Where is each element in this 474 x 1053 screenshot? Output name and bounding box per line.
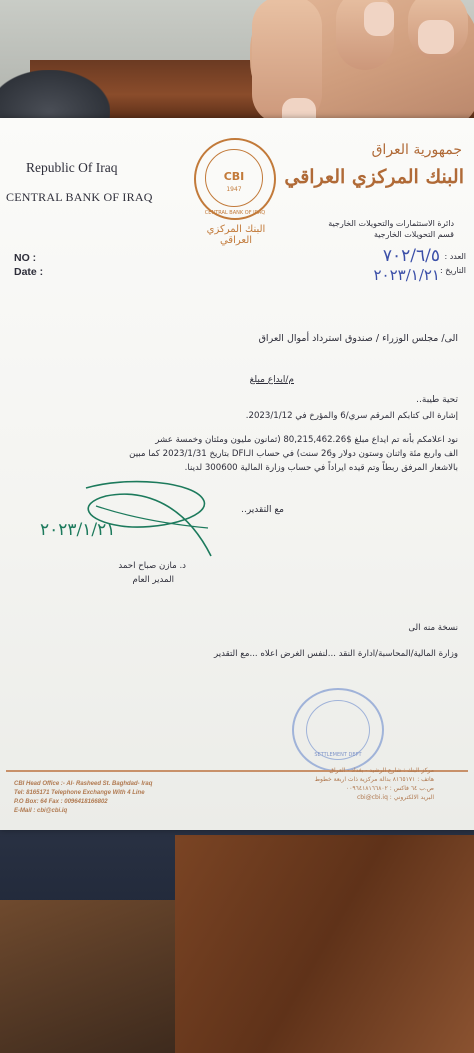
bank-name-arabic: البنك المركزي العراقي <box>284 166 464 188</box>
logo-caption-arabic: البنك المركزي العراقي <box>206 224 266 246</box>
date-label: Date : <box>14 266 44 278</box>
footer-english <box>14 780 234 816</box>
middle-nail <box>418 20 454 54</box>
footer-address: CBI Head Office :- Al- Rasheed St. Baghdad- Iraq <box>14 781 153 787</box>
letter-addressee: الى/ مجلس الوزراء / صندوق استرداد أموال العراق <box>258 333 458 344</box>
number-label-arabic: العدد : <box>444 252 466 261</box>
stamp-ring-text: SETTLEMENT DEPT <box>314 752 362 758</box>
handwritten-date: ٢٠٢٣/١/٢١ <box>373 266 440 284</box>
index-nail <box>364 2 394 36</box>
letter-paragraph: نود اعلامكم بأنه تم ايداع مبلغ $80,215,462.26 (ثمانون مليون ومئتان وخمسة عشر <box>155 435 458 445</box>
wooden-surface-left <box>0 900 180 1053</box>
section-line: قسم التحويلات الخارجية <box>373 230 454 239</box>
copy-to-label: نسخة منه الى <box>408 623 458 633</box>
letter-paragraph: إشارة الى كتابكم المرقم سري/6 والمؤرخ في 2023/1/12. <box>245 411 458 421</box>
footer-phone-arabic: هاتف : ٨١٦٥١٧١ بدالة مركزية ذات اربعة خطوط <box>314 776 434 783</box>
footer-address-arabic: مركز البنك : شارع الرشيد - بغداد - العراق <box>329 767 434 774</box>
handwritten-number: ٧٠٢/٦/٥ <box>382 246 440 266</box>
footer-phone: Tel: 8165171 Telephone Exchange With 4 Line <box>14 790 145 796</box>
number-label: NO : <box>14 252 37 264</box>
office-stamp <box>292 688 384 772</box>
footer-fax-arabic: ص.ب ٦٤ فاكس : ٠٠٩٦٤١٨١٦٦٨٠٢ <box>345 785 434 792</box>
letter-paragraph: بالاشعار المرفق ربطاً وتم قيده ايراداً في حساب وزارة المالية 300600 لدينا. <box>184 463 458 473</box>
stamp-inner-ring <box>306 700 370 760</box>
signatory-title: المدير العام <box>132 575 174 585</box>
seal-year: 1947 <box>226 186 242 193</box>
letter-paragraph: الف واربع مئة واثنان وستون دولار و26 سنت) في حساب الـDFI بتاريخ 2023/1/31 كما مبين <box>129 449 458 459</box>
republic-arabic: جمهورية العراق <box>371 142 462 158</box>
signature-date: ٢٠٢٣/١/٢١ <box>40 520 116 540</box>
copy-recipient: وزارة المالية/المحاسبة/ادارة النقد ...لنفس الغرض اعلاه ...مع التقدير <box>213 649 458 659</box>
cbi-logo-seal <box>194 138 276 220</box>
signatory-name: د. مازن صباح احمد <box>118 561 186 571</box>
footer-email-arabic: البريد الالكتروني : cbi@cbi.iq <box>356 794 434 801</box>
seal-inner-ring <box>205 149 263 207</box>
letter-greeting: تحية طيبة.. <box>416 395 458 405</box>
wooden-surface <box>175 835 474 1053</box>
bank-name-english: CENTRAL BANK OF IRAQ <box>6 190 153 204</box>
letter-closing: مع التقدير.. <box>241 505 284 515</box>
department-block <box>284 218 454 240</box>
letter-paper <box>0 118 474 830</box>
date-label-arabic: التاريخ : <box>439 266 466 275</box>
department-line: دائرة الاستثمارات والتحويلات الخارجية <box>328 219 454 228</box>
footer-fax: P.O Box: 64 Fax : 0096418166802 <box>14 799 108 805</box>
seal-abbrev: CBI <box>223 170 245 183</box>
letter-subject: م/ايداع مبلغ <box>249 375 294 385</box>
footer-email: E-Mail : cbi@cbi.iq <box>14 808 68 814</box>
republic-english: Republic Of Iraq <box>26 160 118 175</box>
footer-arabic <box>264 766 434 802</box>
seal-ring-text: CENTRAL BANK OF IRAQ <box>204 210 266 216</box>
